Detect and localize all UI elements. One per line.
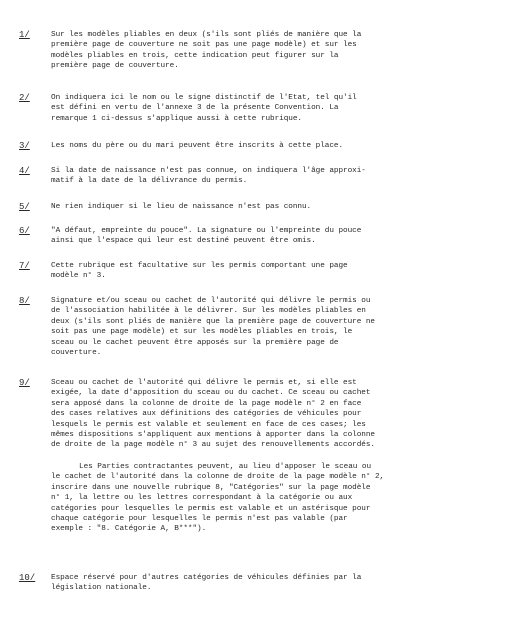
- footnote-text: Espace réservé pour d'autres catégories de véhicules définies par la législation nationale.: [51, 574, 362, 593]
- footnote-text-continued: Les Parties contractantes peuvent, au lieu d'apposer le sceau ou le cachet de l'autorité dans la colonne de droite de la page modèle n° 2, inscrire dans une nouvelle rubrique 8, "Catégories" sur la page modèle n° 1, la lettre ou les lettres correspondant à la catégorie ou aux catégories pour lesquelles le permis est valable et un astérisque pour chaque catégorie pour lesquelles le permis n'est pas valable (par exemple : "8. Catégorie A, B***").: [51, 463, 385, 534]
- footnote-number: 4/: [19, 166, 30, 176]
- footnote-number: 9/: [19, 378, 30, 388]
- footnote-number: 3/: [19, 141, 30, 151]
- footnote-text: Signature et/ou sceau ou cachet de l'autorité qui délivre le permis ou de l'association habilitée à le délivrer. Sur les modèles pliables en deux (s'ils sont pliés de manière que la première page de couverture ne soit pas une page modèle) et sur les modèles pliables en trois, le sceau ou le cachet peuvent être apposés sur la première page de couverture.: [51, 297, 375, 358]
- footnote-number: 6/: [19, 226, 30, 236]
- footnote-text: Si la date de naissance n'est pas connue, on indiquera l'âge approxi- matif à la date de la délivrance du permis.: [51, 167, 366, 186]
- footnote-text: Ne rien indiquer si le lieu de naissance n'est pas connu.: [51, 203, 312, 211]
- footnote-text: On indiquera ici le nom ou le signe distinctif de l'Etat, tel qu'il est défini en vertu de l'annexe 3 de la présente Convention. La remarque 1 ci-dessus s'applique aussi à cette rubrique.: [51, 94, 357, 123]
- footnote-text: Sur les modèles pliables en deux (s'ils sont pliés de manière que la première page de couverture ne soit pas une page modèle) et sur les modèles pliables en trois, cette indication peut figurer sur la première page de couverture.: [51, 31, 362, 71]
- footnote-number: 2/: [19, 93, 30, 103]
- footnote-number: 8/: [19, 296, 30, 306]
- footnote-text: Sceau ou cachet de l'autorité qui délivre le permis et, si elle est exigée, la date d'apposition du sceau ou du cachet. Ce sceau ou cachet sera apposé dans la colonne de droite de la page modèle n° 2 en face des cases relatives aux définitions des catégories de véhicules pour lesquels le permis est valable et seulement en face de ces cases; les mêmes dispositions s'appliquent aux mentions à apporter dans la colonne de droite de la page modèle n° 3 au sujet des renouvellements accordés.: [51, 379, 375, 450]
- footnote-number: 5/: [19, 202, 30, 212]
- footnote-text: Cette rubrique est facultative sur les permis comportant une page modèle n° 3.: [51, 262, 348, 281]
- footnote-number: 7/: [19, 261, 30, 271]
- footnote-text: "A défaut, empreinte du pouce". La signature ou l'empreinte du pouce ainsi que l'espace qui leur est destiné peuvent être omis.: [51, 227, 362, 246]
- footnote-text: Les noms du père ou du mari peuvent être inscrits à cette place.: [51, 142, 344, 150]
- footnote-number: 10/: [19, 573, 36, 583]
- footnote-number: 1/: [19, 30, 30, 40]
